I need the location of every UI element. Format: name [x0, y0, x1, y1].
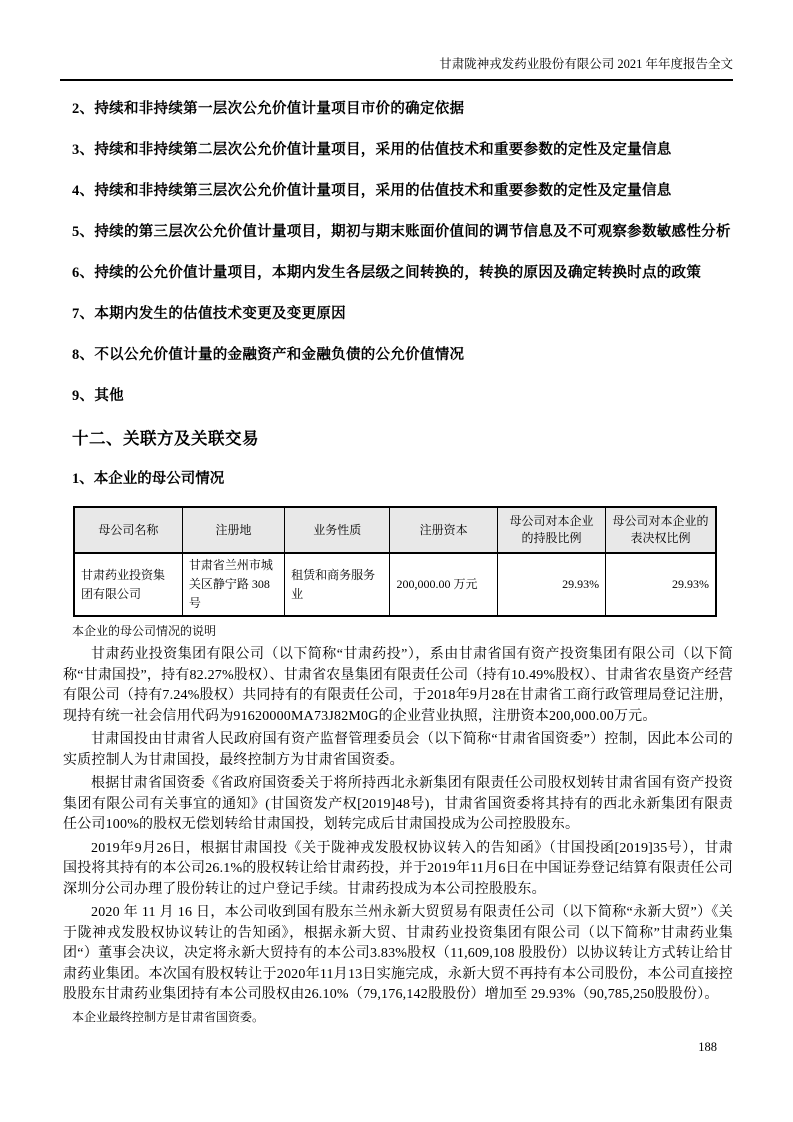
cell-business-nature: 租赁和商务服务业 [285, 553, 390, 616]
body-text [60, 645, 733, 1006]
heading-item-9: 9、其他 [72, 388, 124, 404]
paragraph-actual-controller: 甘肃国投由甘肃省人民政府国有资产监督管理委员会（以下简称“甘肃省国资委”）控制，因此本公司的实质控制人为甘肃国投，最终控制方为甘肃省国资委。 [63, 732, 733, 768]
parent-company-note-label: 本企业的母公司情况的说明 [72, 624, 217, 638]
heading-item-3: 3、持续和非持续第二层次公允价值计量项目，采用的估值技术和重要参数的定性及定量信息 [72, 142, 672, 158]
heading-item-8: 8、不以公允价值计量的金融资产和金融负债的公允价值情况 [72, 347, 465, 363]
section-title-related-parties: 十二、关联方及关联交易 [72, 429, 259, 448]
ultimate-controller-note: 本企业最终控制方是甘肃省国资委。 [72, 1009, 265, 1024]
paragraph-equity-transfer-2019-notice: 根据甘肃省国资委《省政府国资委关于将所持西北永新集团有限责任公司股权划转甘肃省国有资产投资集团有限公司有关事宜的通知》(甘国资发产权[2019]48号)，甘肃省国资委将其持有的西北永新集团有限责任公司100%的股权无偿划转给甘肃国投，划转完成后甘肃国投成为公司控股股东。 [63, 776, 733, 832]
col-header-voting-ratio: 母公司对本企业的表决权比例 [606, 507, 716, 553]
table-row [74, 553, 716, 616]
heading-item-4: 4、持续和非持续第三层次公允价值计量项目，采用的估值技术和重要参数的定性及定量信息 [72, 183, 672, 199]
col-header-registered-capital: 注册资本 [390, 507, 497, 553]
subsection-title-parent-company: 1、本企业的母公司情况 [72, 471, 225, 487]
col-header-business-nature: 业务性质 [285, 507, 390, 553]
report-title: 甘肃陇神戎发药业股份有限公司 2021 年年度报告全文 [439, 57, 733, 71]
cell-voting-ratio: 29.93% [606, 553, 716, 616]
page-number: 188 [698, 1040, 717, 1054]
numbered-heading-list [60, 101, 733, 405]
heading-item-2: 2、持续和非持续第一层次公允价值计量项目市价的确定依据 [72, 101, 465, 117]
cell-registered-capital: 200,000.00 万元 [390, 553, 497, 616]
heading-item-6: 6、持续的公允价值计量项目，本期内发生各层级之间转换的，转换的原因及确定转换时点的政策 [72, 265, 702, 281]
col-header-registered-address: 注册地 [182, 507, 284, 553]
cell-parent-name: 甘肃药业投资集团有限公司 [74, 553, 182, 616]
table-header-row [74, 507, 716, 553]
heading-item-5: 5、持续的第三层次公允价值计量项目，期初与期末账面价值间的调节信息及不可观察参数敏感性分析 [72, 224, 731, 240]
parent-company-table [73, 506, 717, 617]
cell-registered-address: 甘肃省兰州市城关区静宁路 308 号 [182, 553, 284, 616]
paragraph-parent-company-intro: 甘肃药业投资集团有限公司（以下简称“甘肃药投”），系由甘肃省国有资产投资集团有限公司（以下简称“甘肃国投”，持有82.27%股权）、甘肃省农垦集团有限责任公司（持有10.49%股权）、甘肃省农垦资产经营有限公司（持有7.24%股权）共同持有的有限责任公司，于2018年9月28在甘肃省工商行政管理局登记注册，现持有统一社会信用代码为91620000MA73J82M0G的企业营业执照，注册资本200,000.00万元。 [63, 647, 733, 724]
paragraph-equity-transfer-2019: 2019年9月26日，根据甘肃国投《关于陇神戎发股权协议转入的告知函》（甘国投函[2019]35号），甘肃国投将其持有的本公司26.1%的股权转让给甘肃药投，并于2019年11月6日在中国证券登记结算有限责任公司深圳分公司办理了股份转让的过户登记手续。甘肃药投成为本公司控股股东。 [63, 840, 733, 897]
page-header [60, 57, 733, 81]
col-header-shareholding-ratio: 母公司对本企业的持股比例 [497, 507, 605, 553]
cell-shareholding-ratio: 29.93% [497, 553, 605, 616]
col-header-parent-name: 母公司名称 [74, 507, 182, 553]
heading-item-7: 7、本期内发生的估值技术变更及变更原因 [72, 306, 346, 322]
paragraph-equity-transfer-2020: 2020 年 11 月 16 日，本公司收到国有股东兰州永新大贸贸易有限责任公司（以下简称“永新大贸”）《关于陇神戎发股权协议转让的告知函》，根据永新大贸、甘肃药业投资集团有限公司（以下简称”甘肃药业集团“）董事会决议，决定将永新大贸持有的本公司3.83%股权（11,609,108 股股份）以协议转让方式转让给甘肃药业集团。本次国有股权转让于2020年11月13日实施完成，永新大贸不再持有本公司股份，本公司直接控股股东甘肃药业集团持有本公司股权由26.10%（79,176,142股股份）增加至 29.93%（90,785,250股股份）。 [63, 905, 733, 1002]
